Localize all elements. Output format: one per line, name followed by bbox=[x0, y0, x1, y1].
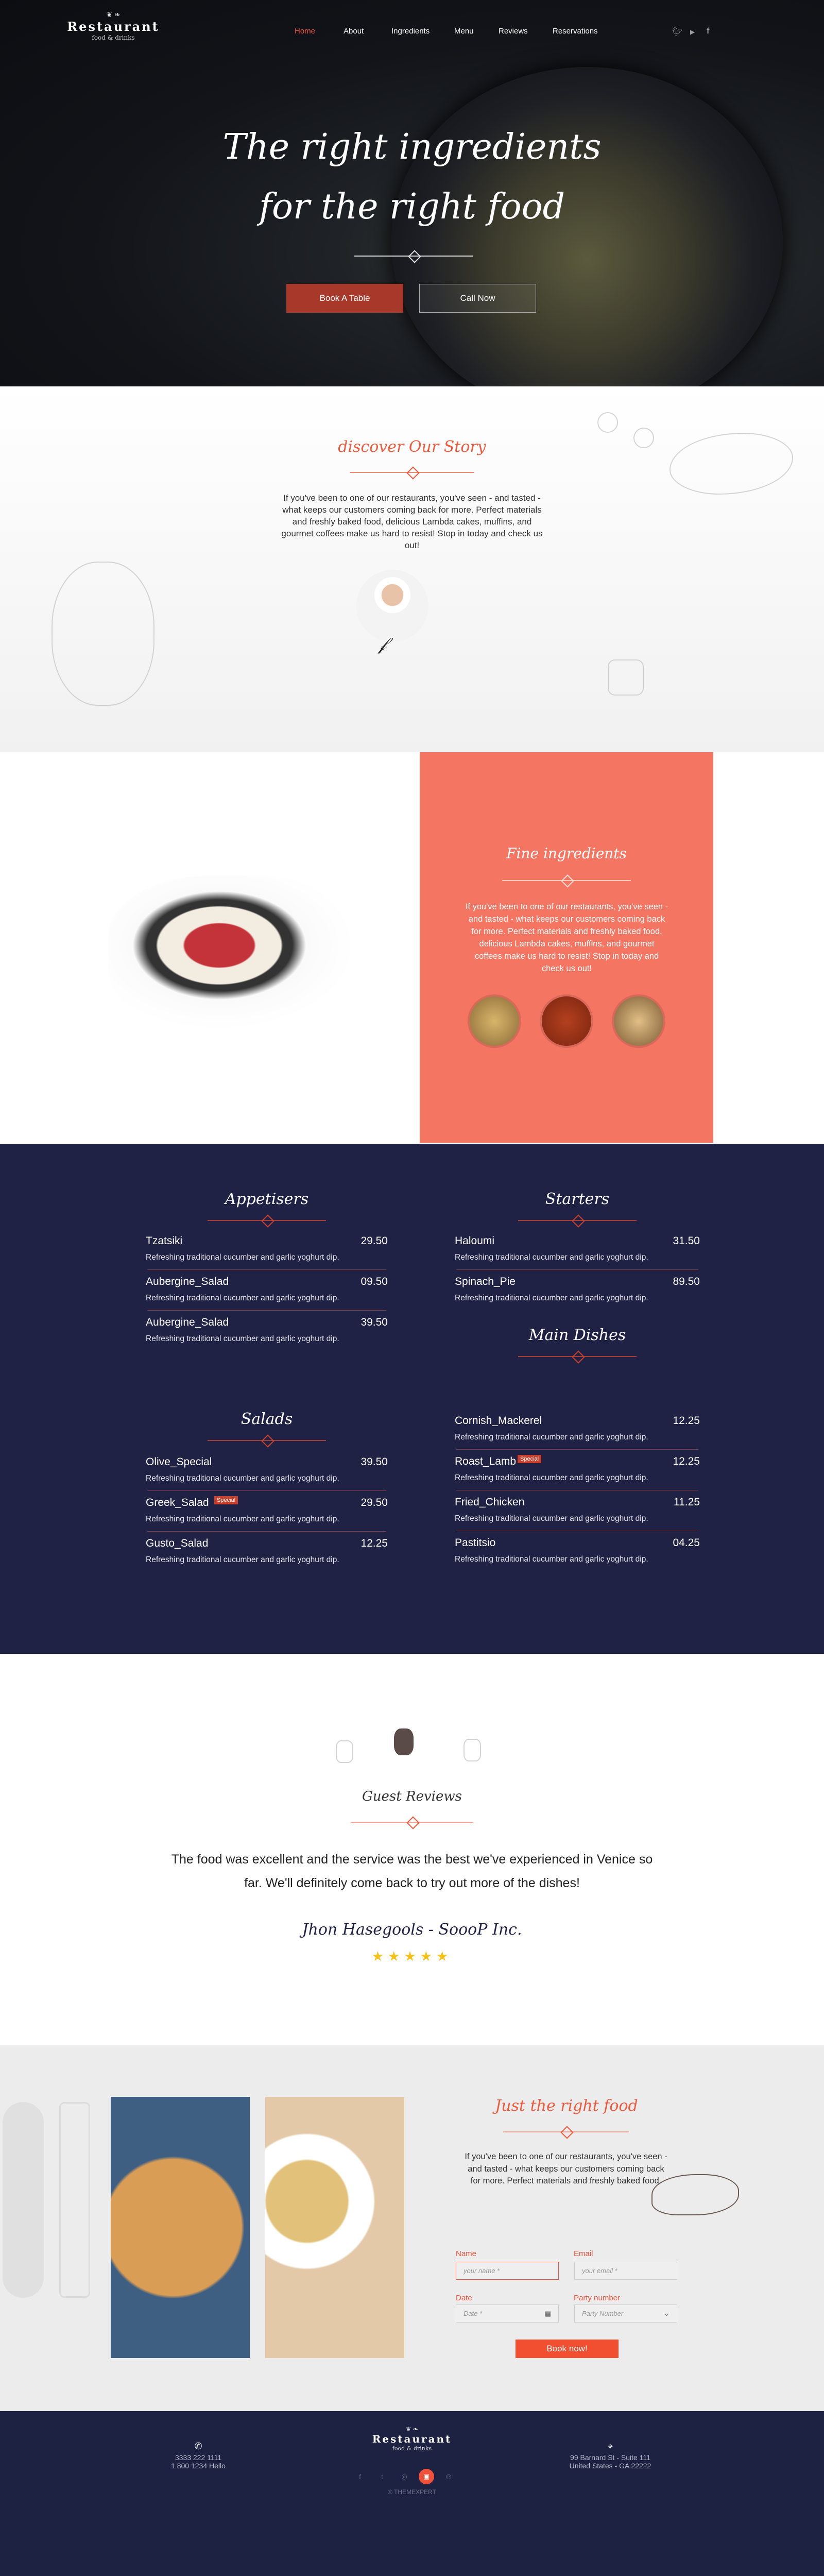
special-badge: Special bbox=[214, 1496, 238, 1504]
menu-item-name: Aubergine_Salad bbox=[146, 1276, 229, 1287]
menu-item-price: 12.25 bbox=[673, 1455, 700, 1467]
menu-item-divider bbox=[456, 1269, 698, 1270]
menu-item-price: 12.25 bbox=[673, 1415, 700, 1427]
menu-item-price: 89.50 bbox=[673, 1276, 700, 1287]
date-label: Date bbox=[456, 2294, 472, 2302]
review-author: Jhon Hasegools - SoooP Inc. bbox=[302, 1921, 522, 1939]
divider-ornament bbox=[518, 1356, 637, 1357]
menu-item-description: Refreshing traditional cucumber and garlic yoghurt dip. bbox=[146, 1474, 339, 1483]
menu-item-divider bbox=[456, 1449, 698, 1450]
menu-item-name: Spinach_Pie bbox=[455, 1276, 516, 1287]
story-section bbox=[0, 386, 824, 752]
menu-item-description: Refreshing traditional cucumber and garlic yoghurt dip. bbox=[146, 1334, 339, 1343]
call-now-button[interactable]: Call Now bbox=[419, 284, 536, 313]
menu-item-price: 29.50 bbox=[360, 1497, 388, 1509]
star-icon: ★ bbox=[404, 1948, 420, 1964]
logo[interactable] bbox=[62, 10, 165, 41]
salad-image bbox=[265, 2097, 404, 2358]
menu-item-description: Refreshing traditional cucumber and garlic yoghurt dip. bbox=[455, 1433, 648, 1442]
menu-item-price: 31.50 bbox=[673, 1235, 700, 1247]
dribbble-icon[interactable]: ◎ bbox=[401, 2472, 407, 2480]
menu-item-divider bbox=[147, 1310, 386, 1311]
logo-flourish-icon: ❦ ❧ bbox=[406, 2426, 418, 2433]
menu-item-name: Roast_Lamb bbox=[455, 1455, 517, 1467]
menu-item-price: 11.25 bbox=[674, 1496, 700, 1508]
menu-item-price: 29.50 bbox=[360, 1235, 388, 1247]
divider-ornament bbox=[351, 1822, 473, 1823]
divider-ornament bbox=[208, 1220, 326, 1221]
menu-item-name: Haloumi bbox=[455, 1235, 495, 1247]
pinterest-icon[interactable]: ℗ bbox=[446, 2472, 451, 2481]
menu-item-description: Refreshing traditional cucumber and garlic yoghurt dip. bbox=[455, 1555, 648, 1564]
copyright: © THEMEXPERT bbox=[388, 2488, 436, 2496]
name-label: Name bbox=[456, 2249, 477, 2258]
star-icon: ★ bbox=[420, 1948, 436, 1964]
wheat-image bbox=[468, 994, 521, 1048]
menu-item-name: Aubergine_Salad bbox=[146, 1316, 229, 1328]
footer-logo bbox=[360, 2426, 464, 2452]
phone-number-1[interactable]: 3333 222 1111 bbox=[175, 2453, 222, 2462]
reservation-text: If you've been to one of our restaurants, you've seen - and tasted - what keeps our customers coming back for more. Perfect materials and freshly baked food. bbox=[465, 2152, 667, 2185]
email-label: Email bbox=[574, 2249, 593, 2258]
menu-item-price: 09.50 bbox=[360, 1276, 388, 1287]
nav-ingredients[interactable]: Ingredients bbox=[391, 27, 430, 36]
hero-title bbox=[0, 117, 824, 237]
book-table-button[interactable]: Book A Table bbox=[286, 284, 403, 313]
menu-heading-appetisers: Appetisers bbox=[225, 1190, 309, 1208]
menu-item-price: 39.50 bbox=[360, 1316, 388, 1328]
review-quote: The food was excellent and the service was the best we've experienced in Venice so far. We'll definitely come back to try out more of the dishes! bbox=[171, 1852, 653, 1890]
date-placeholder: Date * bbox=[464, 2310, 483, 2317]
spoon-icon bbox=[3, 2102, 44, 2298]
star-icon: ★ bbox=[388, 1948, 404, 1964]
logo-tagline: food & drinks bbox=[92, 34, 135, 41]
party-number-label: Party number bbox=[574, 2294, 621, 2302]
sushi-sketch-icon bbox=[394, 1728, 414, 1755]
facebook-icon[interactable]: f bbox=[707, 27, 710, 36]
menu-item-name: Pastitsio bbox=[455, 1537, 496, 1549]
phone-icon: ✆ bbox=[194, 2441, 202, 2451]
ingredients-section bbox=[0, 752, 824, 1144]
ingredients-title: Fine ingredients bbox=[506, 845, 627, 862]
divider-ornament bbox=[350, 472, 474, 473]
twitter-icon[interactable]: 🐦︎ bbox=[672, 28, 683, 37]
nav-home[interactable]: Home bbox=[295, 27, 316, 36]
address-line-2: United States - GA 22222 bbox=[569, 2462, 651, 2470]
chevron-down-icon: ⌄ bbox=[664, 2309, 670, 2317]
sushi-roll-sketch-icon bbox=[336, 1740, 353, 1763]
divider-ornament bbox=[503, 2131, 629, 2132]
calendar-icon[interactable]: ▦ bbox=[544, 2309, 551, 2317]
pepper-sketch-icon bbox=[52, 562, 154, 706]
party-number-select[interactable] bbox=[574, 2304, 677, 2323]
logo-name: Restaurant bbox=[67, 19, 160, 34]
menu-item-description: Refreshing traditional cucumber and garlic yoghurt dip. bbox=[146, 1294, 339, 1302]
menu-heading-starters: Starters bbox=[545, 1190, 610, 1208]
fork-icon bbox=[59, 2102, 90, 2298]
chef-avatar bbox=[356, 570, 428, 642]
nav-menu[interactable]: Menu bbox=[454, 27, 474, 36]
footer-logo-name: Restaurant bbox=[372, 2433, 452, 2445]
menu-item-description: Refreshing traditional cucumber and garlic yoghurt dip. bbox=[146, 1515, 339, 1523]
star-icon: ★ bbox=[371, 1948, 388, 1964]
star-icon: ★ bbox=[436, 1948, 453, 1964]
divider-ornament bbox=[502, 880, 631, 881]
footer bbox=[0, 2411, 824, 2576]
reservation-section bbox=[0, 2045, 824, 2411]
instagram-icon[interactable]: ▣ bbox=[419, 2469, 434, 2484]
pasta-sketch-icon bbox=[608, 659, 644, 696]
almond-tart-image bbox=[111, 2097, 250, 2358]
bread-image bbox=[612, 994, 665, 1048]
hero-section bbox=[0, 0, 824, 386]
nav-about[interactable]: About bbox=[344, 27, 364, 36]
menu-item-description: Refreshing traditional cucumber and garlic yoghurt dip. bbox=[455, 1514, 648, 1523]
name-input[interactable]: your name * bbox=[456, 2262, 559, 2280]
reviews-title: Guest Reviews bbox=[362, 1789, 462, 1804]
twitter-icon[interactable]: t bbox=[381, 2472, 383, 2481]
menu-item-name: Olive_Special bbox=[146, 1456, 212, 1468]
chef-signature: 𝒻 bbox=[379, 634, 387, 654]
nav-reviews[interactable]: Reviews bbox=[499, 27, 528, 36]
reservation-title: Just the right food bbox=[495, 2097, 638, 2115]
menu-item-name: Greek_Salad bbox=[146, 1497, 209, 1509]
phone-number-2[interactable]: 1 800 1234 Hello bbox=[171, 2462, 226, 2470]
menu-item-name: Fried_Chicken bbox=[455, 1496, 525, 1508]
date-input[interactable] bbox=[456, 2304, 559, 2323]
sushi-image bbox=[108, 876, 355, 1030]
youtube-icon[interactable]: ▶ bbox=[690, 28, 695, 36]
logo-flourish-icon: ❦ ❧ bbox=[106, 10, 121, 19]
divider-ornament bbox=[354, 256, 473, 257]
menu-item-description: Refreshing traditional cucumber and garlic yoghurt dip. bbox=[146, 1555, 339, 1564]
special-badge: Special bbox=[518, 1455, 541, 1463]
menu-heading-main-dishes: Main Dishes bbox=[528, 1326, 626, 1344]
map-pin-icon: ⌖ bbox=[607, 2441, 613, 2451]
spice-image bbox=[540, 994, 593, 1048]
nav-reservations[interactable]: Reservations bbox=[553, 27, 598, 36]
hero-title-line-1: The right ingredients bbox=[222, 127, 602, 167]
menu-item-description: Refreshing traditional cucumber and garlic yoghurt dip. bbox=[455, 1253, 648, 1262]
menu-item-name: Gusto_Salad bbox=[146, 1537, 209, 1549]
menu-item-divider bbox=[147, 1490, 386, 1491]
menu-item-price: 39.50 bbox=[360, 1456, 388, 1468]
menu-item-description: Refreshing traditional cucumber and garlic yoghurt dip. bbox=[455, 1294, 648, 1302]
menu-item-divider bbox=[147, 1269, 386, 1270]
menu-item-price: 12.25 bbox=[360, 1537, 388, 1549]
story-title: discover Our Story bbox=[338, 438, 486, 456]
story-text: If you've been to one of our restaurants, you've seen - and tasted - what keeps our customers coming back for more. Perfect materials and freshly baked food, delicious Lambda cakes, muffins, and gourmet coffees make us hard to resist! Stop in today and check us out! bbox=[281, 493, 543, 550]
tomato-sketch-icon bbox=[597, 412, 618, 433]
ingredients-text: If you've been to one of our restaurants, you've seen - and tasted - what keeps our customers coming back for more. Perfect materials and freshly baked food, delicious Lambda cakes, muffins, and gourmet coffees make us hard to resist! Stop in today and check us out! bbox=[465, 902, 668, 973]
menu-item-name: Cornish_Mackerel bbox=[455, 1415, 542, 1427]
sushi-roll-sketch-icon bbox=[464, 1739, 481, 1761]
menu-item-description: Refreshing traditional cucumber and garlic yoghurt dip. bbox=[146, 1253, 339, 1262]
hero-title-line-2: for the right food bbox=[259, 187, 565, 227]
party-number-value: Party Number bbox=[582, 2310, 624, 2317]
menu-item-description: Refreshing traditional cucumber and garlic yoghurt dip. bbox=[455, 1473, 648, 1482]
menu-item-divider bbox=[147, 1531, 386, 1532]
menu-item-name: Tzatsiki bbox=[146, 1235, 183, 1247]
tomato-sketch-icon bbox=[633, 428, 654, 448]
menu-section bbox=[0, 1144, 824, 1654]
rating-stars bbox=[309, 1948, 515, 1964]
divider-ornament bbox=[208, 1440, 326, 1441]
reviews-section bbox=[0, 1654, 824, 2045]
chili-sketch-icon bbox=[670, 433, 793, 495]
divider-ornament bbox=[518, 1220, 637, 1221]
ingredients-panel bbox=[420, 752, 713, 1143]
address-line-1: 99 Barnard St - Suite 111 bbox=[570, 2453, 650, 2462]
book-now-button[interactable]: Book now! bbox=[516, 2340, 619, 2358]
email-input[interactable]: your email * bbox=[574, 2262, 677, 2280]
footer-logo-tagline: food & drinks bbox=[392, 2445, 432, 2452]
menu-item-price: 04.25 bbox=[673, 1537, 700, 1549]
menu-heading-salads: Salads bbox=[241, 1410, 293, 1428]
facebook-icon[interactable]: f bbox=[359, 2472, 361, 2481]
